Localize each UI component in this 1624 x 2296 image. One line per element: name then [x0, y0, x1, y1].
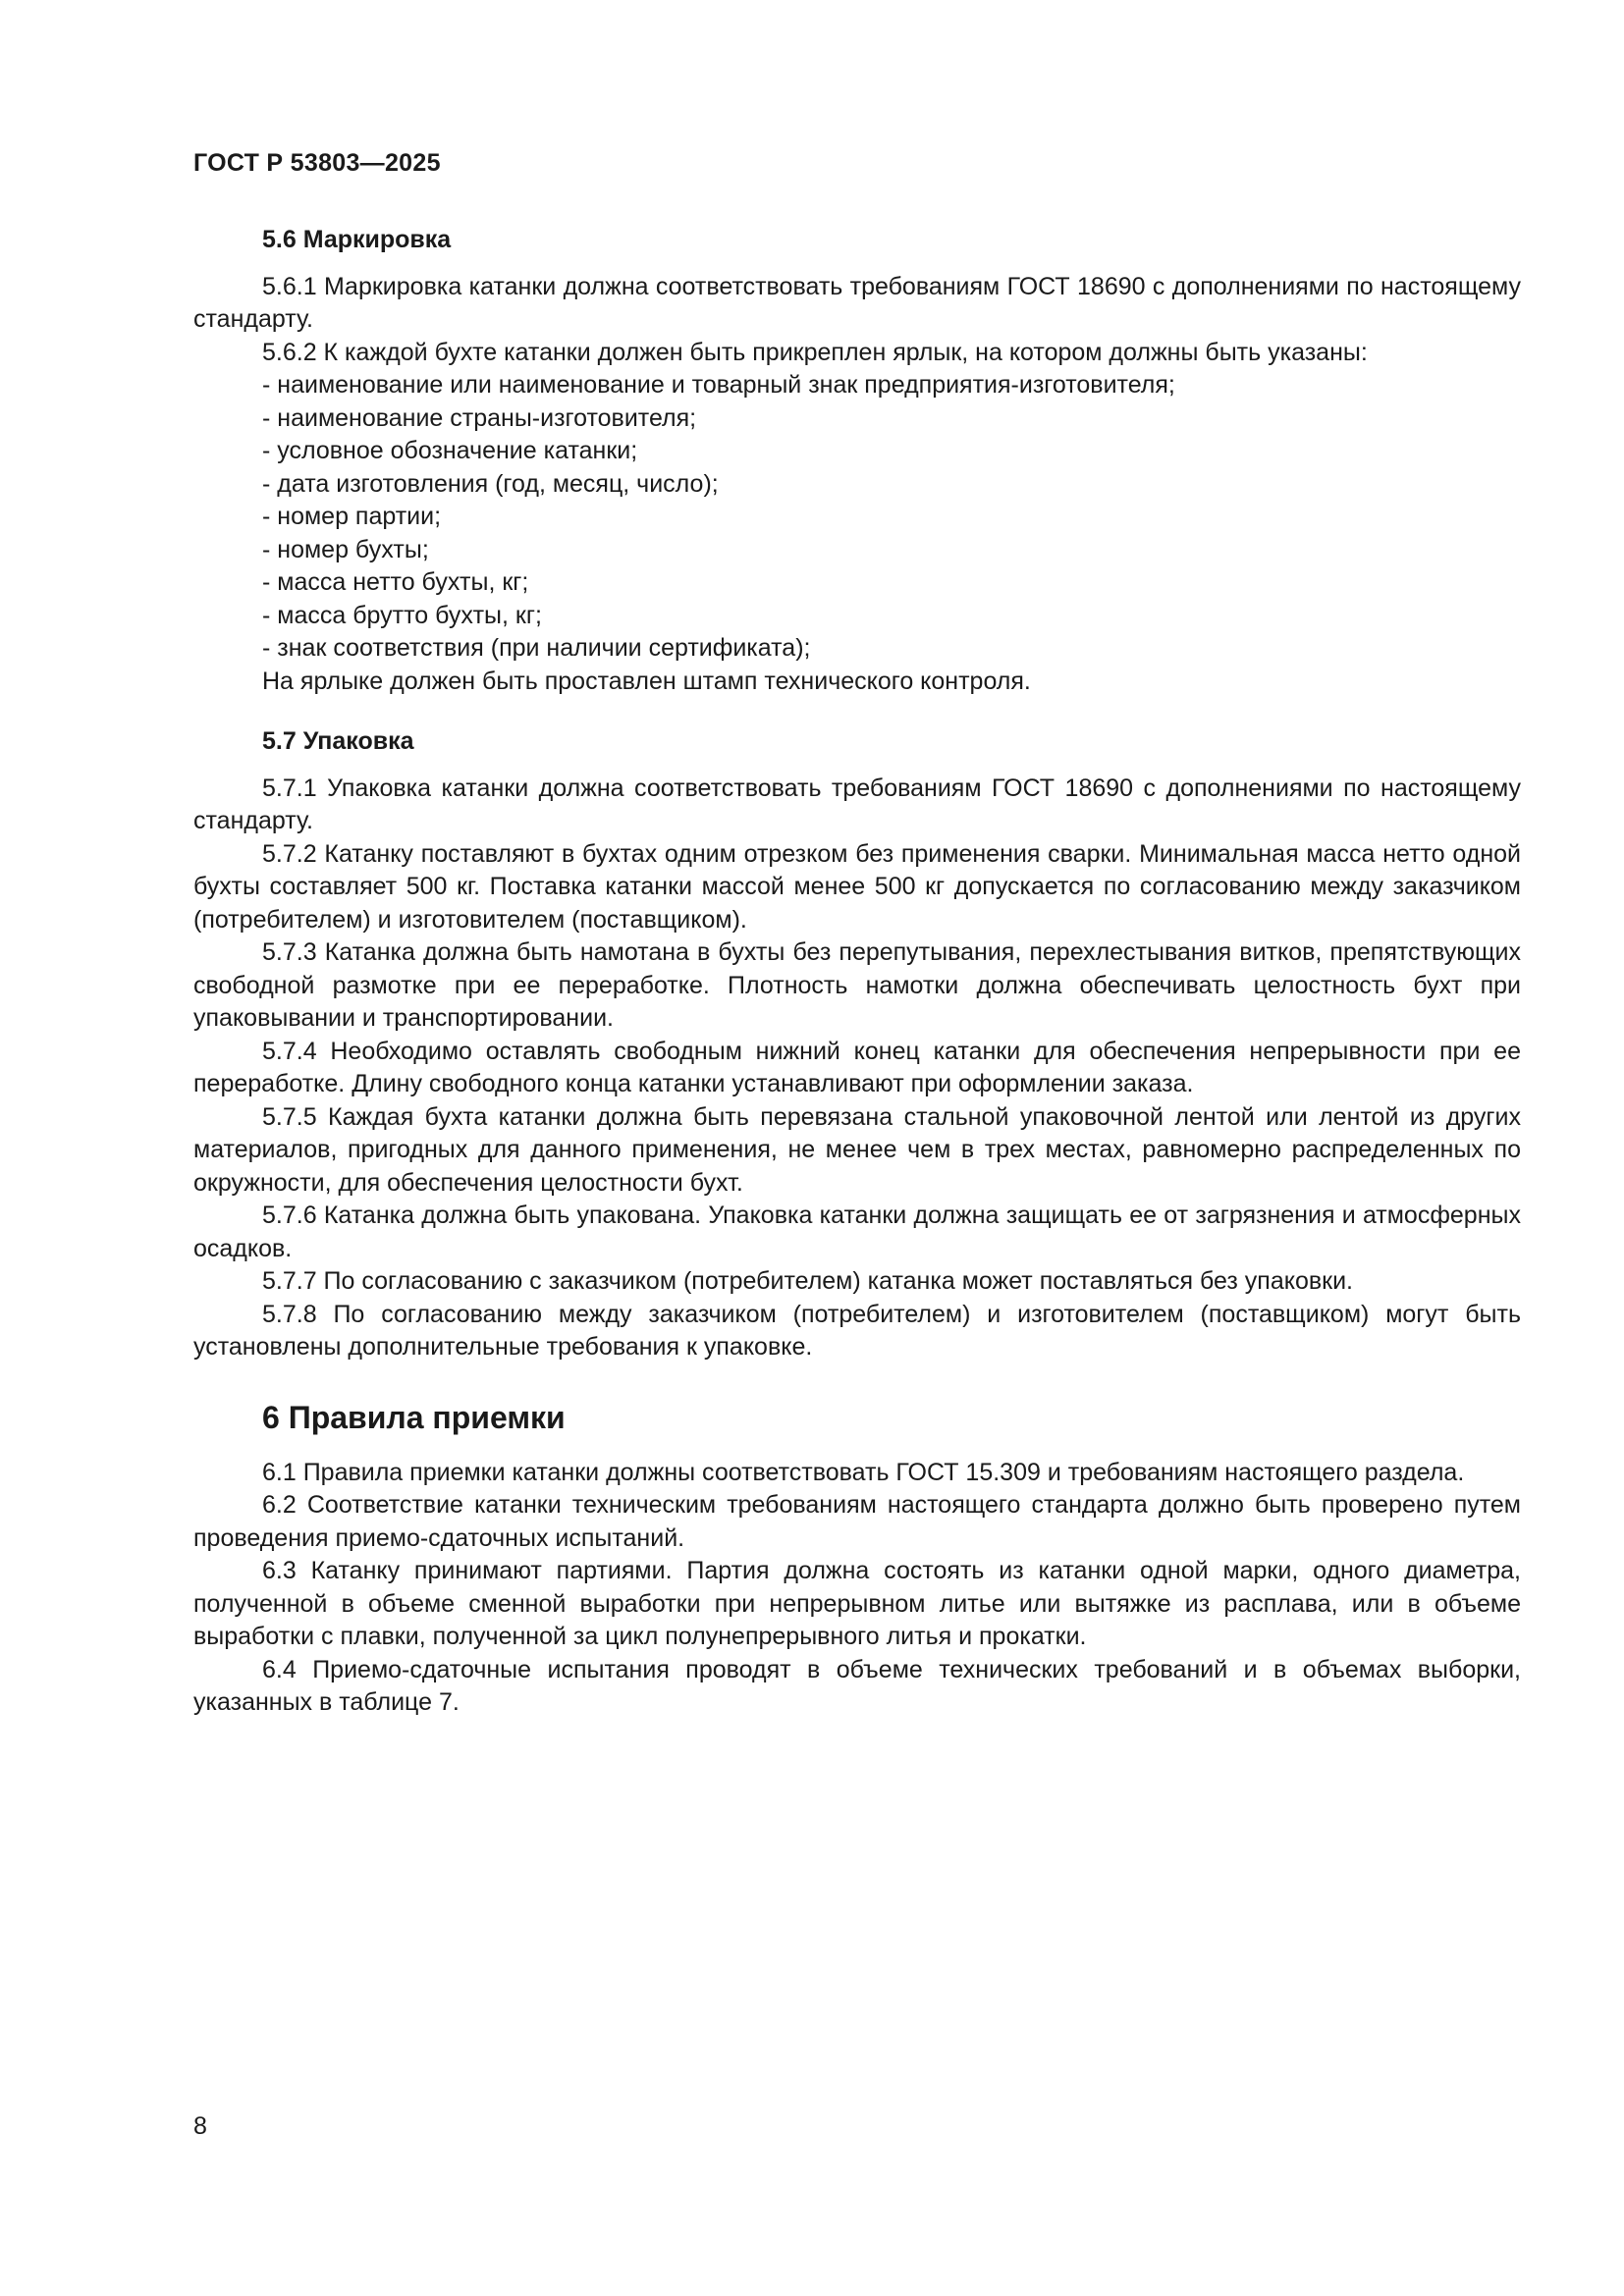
paragraph-5-7-4: 5.7.4 Необходимо оставлять свободным нижний конец катанки для обеспечения непрерывности при ее переработке. Длину свободного конца катанки устанавливают при оформлении заказа. — [193, 1037, 1521, 1097]
list-item: - условное обозначение катанки; — [262, 437, 638, 464]
document-body — [193, 224, 1521, 1720]
list-item: - наименование или наименование и товарный знак предприятия-изготовителя; — [262, 371, 1175, 399]
list-item: - масса брутто бухты, кг; — [262, 601, 542, 629]
list-item: - наименование страны-изготовителя; — [262, 403, 697, 432]
section-5-6-heading: 5.6 Маркировка — [262, 226, 452, 253]
paragraph-5-7-3: 5.7.3 Катанка должна быть намотана в бухты без перепутывания, перехлестывания витков, препятствующих свободной размотке при ее переработке. Плотность намотки должна обеспечивать целостность бухт при упаковывании и транспортировании. — [193, 938, 1521, 1032]
paragraph-5-6-1: 5.6.1 Маркировка катанки должна соответствовать требованиям ГОСТ 18690 с дополнениями по настоящему стандарту. — [193, 272, 1521, 333]
paragraph-5-6-closing: На ярлыке должен быть проставлен штамп технического контроля. — [262, 667, 1031, 695]
document-header: ГОСТ Р 53803—2025 — [193, 149, 441, 177]
page-number: 8 — [193, 2112, 207, 2140]
list-item: - номер бухты; — [262, 535, 429, 563]
paragraph-5-7-6: 5.7.6 Катанка должна быть упакована. Упаковка катанки должна защищать ее от загрязнения и атмосферных осадков. — [193, 1201, 1521, 1262]
paragraph-5-7-5: 5.7.5 Каждая бухта катанки должна быть перевязана стальной упаковочной лентой или лентой из других материалов, пригодных для данного применения, не менее чем в трех местах, равномерно распределенных по окружности, для обеспечения целостности бухт. — [193, 1102, 1521, 1197]
list-item: - дата изготовления (год, месяц, число); — [262, 469, 719, 498]
list-item: - знак соответствия (при наличии сертификата); — [262, 634, 811, 662]
paragraph-5-7-2: 5.7.2 Катанку поставляют в бухтах одним отрезком без применения сварки. Минимальная масса нетто одной бухты составляет 500 кг. Поставка катанки массой менее 500 кг допускается по согласованию между заказчиком (потребителем) и изготовителем (поставщиком). — [193, 839, 1521, 934]
paragraph-5-7-8: 5.7.8 По согласованию между заказчиком (потребителем) и изготовителем (поставщиком) могут быть установлены дополнительные требования к упаковке. — [193, 1300, 1521, 1361]
paragraph-6-1: 6.1 Правила приемки катанки должны соответствовать ГОСТ 15.309 и требованиям настоящего раздела. — [262, 1458, 1465, 1486]
section-5-7-heading: 5.7 Упаковка — [262, 727, 414, 755]
paragraph-5-6-2: 5.6.2 К каждой бухте катанки должен быть прикреплен ярлык, на котором должны быть указаны: — [262, 338, 1368, 366]
list-item: - масса нетто бухты, кг; — [262, 568, 529, 596]
paragraph-6-4: 6.4 Приемо-сдаточные испытания проводят в объеме технических требований и в объемах выборки, указанных в таблице 7. — [193, 1655, 1521, 1716]
list-item: - номер партии; — [262, 503, 442, 530]
paragraph-5-7-1: 5.7.1 Упаковка катанки должна соответствовать требованиям ГОСТ 18690 с дополнениями по настоящему стандарту. — [193, 774, 1521, 834]
paragraph-5-7-7: 5.7.7 По согласованию с заказчиком (потребителем) катанка может поставляться без упаковки. — [262, 1267, 1353, 1295]
paragraph-6-2: 6.2 Соответствие катанки техническим требованиям настоящего стандарта должно быть проверено путем проведения приемо-сдаточных испытаний. — [193, 1491, 1521, 1552]
paragraph-6-3: 6.3 Катанку принимают партиями. Партия должна состоять из катанки одной марки, одного диаметра, полученной в объеме сменной выработки при непрерывном литье или вытяжке из расплава, или в объеме выработки с плавки, полученной за цикл полунепрерывного литья и прокатки. — [193, 1557, 1521, 1650]
section-6-heading: 6 Правила приемки — [262, 1399, 566, 1435]
